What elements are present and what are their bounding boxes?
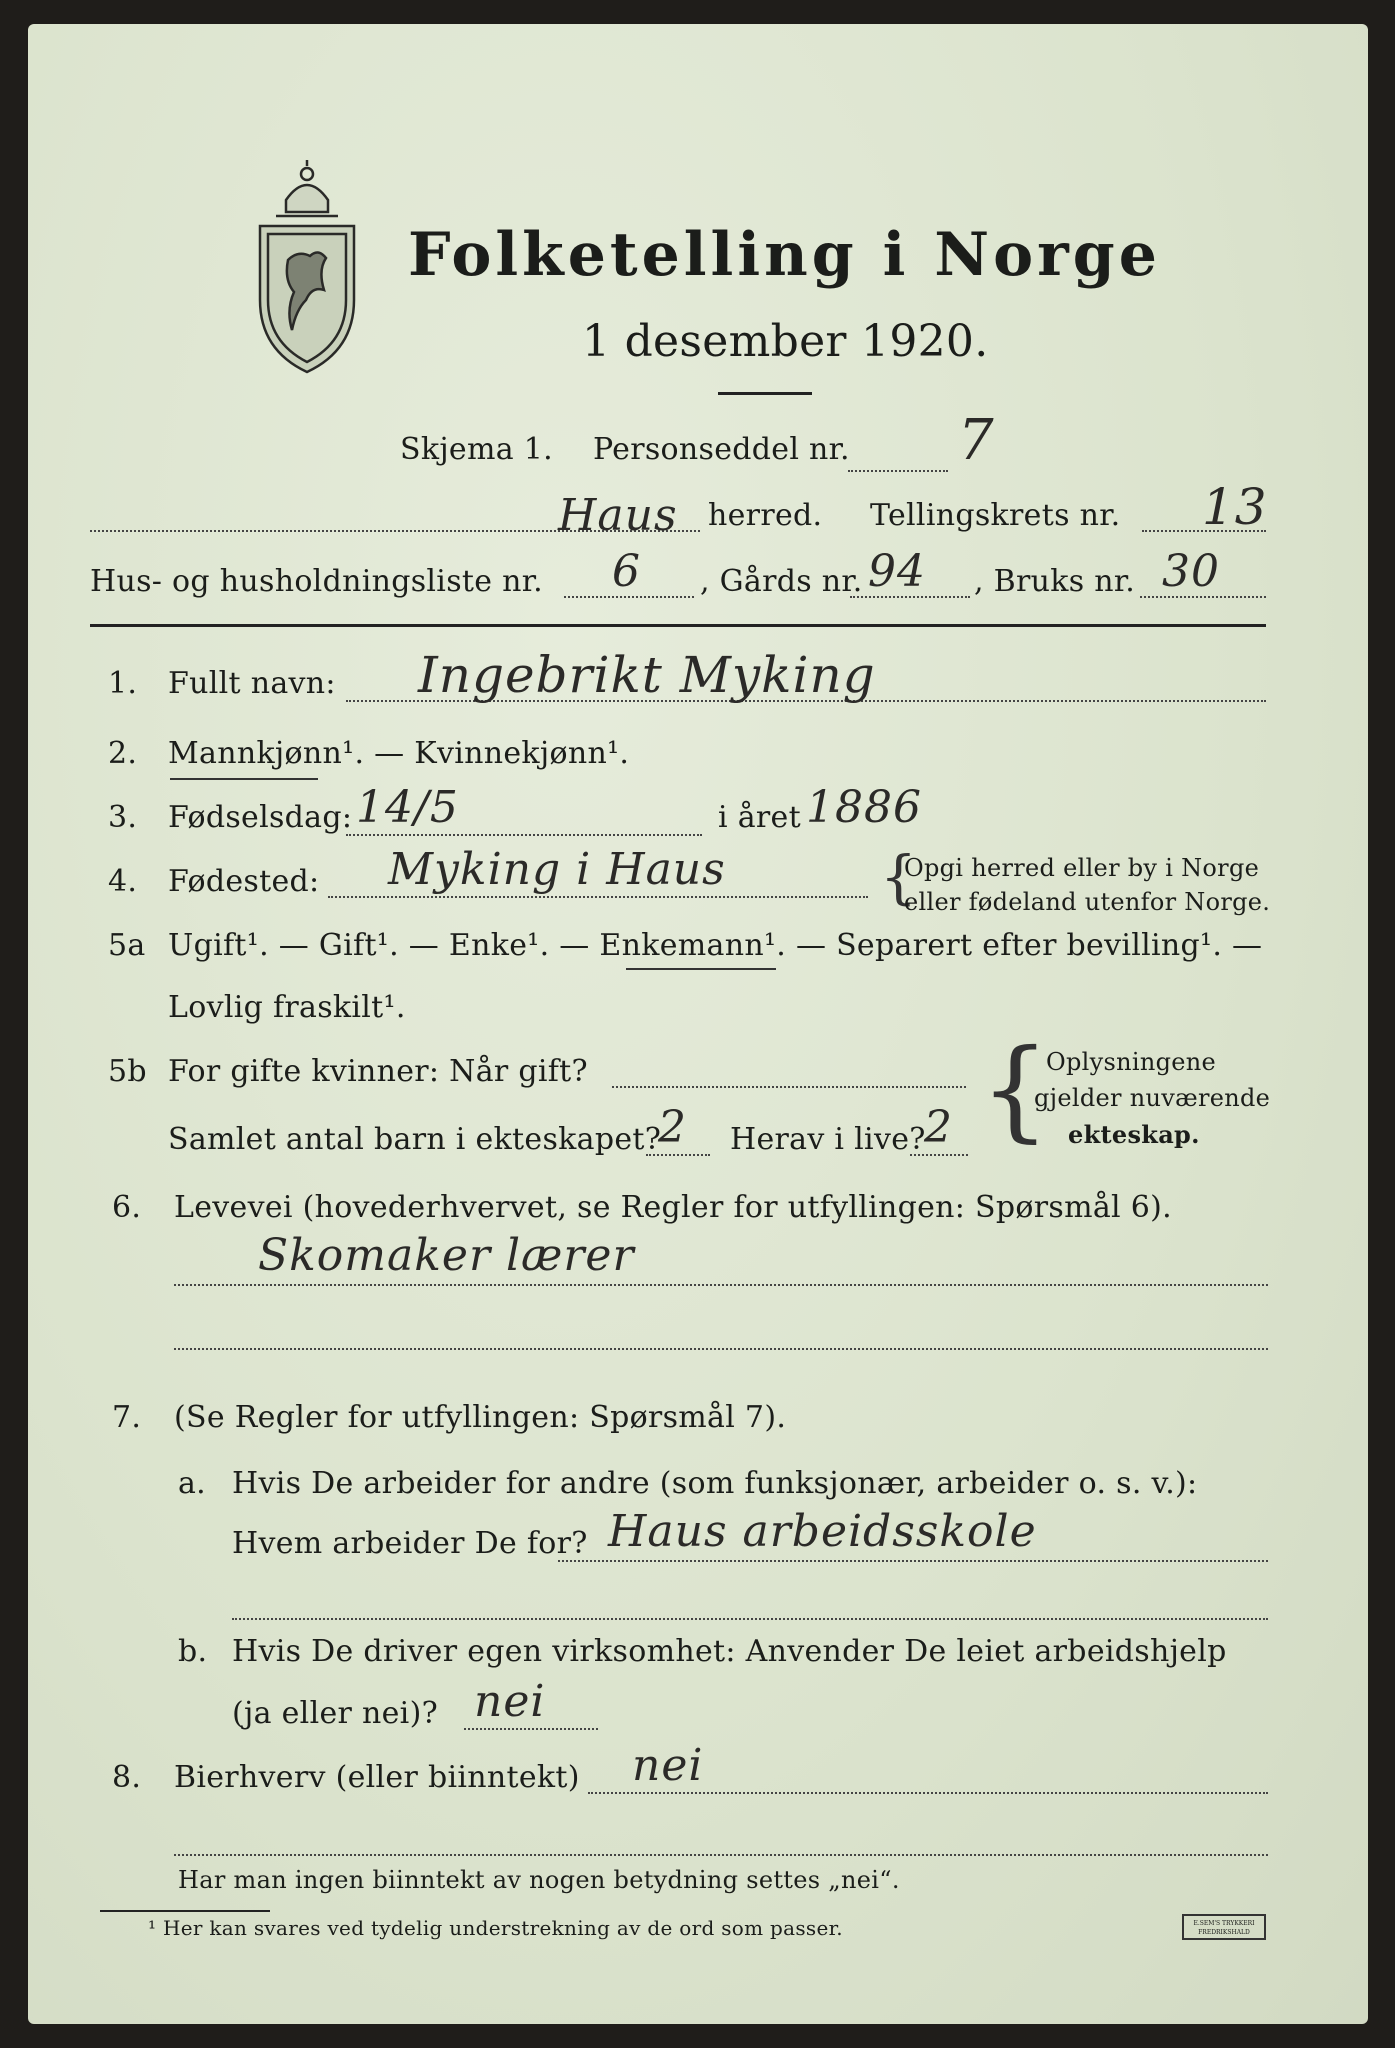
gards-label: , Gårds nr. (700, 564, 863, 599)
q1-label: Fullt navn: (168, 666, 336, 701)
q5b-gift-line (612, 1086, 966, 1088)
q4-note-2: eller fødeland utenfor Norge. (904, 888, 1271, 916)
q7-number: 7. (112, 1400, 142, 1435)
q7b-label-2: (ja eller nei)? (232, 1696, 438, 1731)
q2-number: 2. (108, 736, 138, 771)
q1-number: 1. (108, 666, 138, 701)
q4-line (328, 896, 868, 898)
q5a-number: 5a (108, 928, 146, 963)
bruks-value: 30 (1162, 546, 1220, 597)
q7a-value: Haus arbeidsskole (608, 1506, 1037, 1557)
q7a-line-2 (232, 1618, 1268, 1620)
tellingskrets-value: 13 (1202, 478, 1268, 536)
form-title: Folketelling i Norge (408, 220, 1161, 290)
q6-number: 6. (112, 1190, 142, 1225)
q5a-enkemann-underline (626, 968, 776, 970)
personseddel-line (848, 470, 948, 472)
q5b-note-3: ekteskap. (1068, 1120, 1200, 1149)
note-nei: Har man ingen biinntekt av nogen betydning settes „nei“. (178, 1866, 900, 1894)
q5b-brace: { (980, 1025, 1050, 1153)
tellingskrets-label: Tellingskrets nr. (870, 498, 1121, 533)
husholdning-value: 6 (612, 546, 641, 597)
q4-label: Fødested: (168, 864, 320, 899)
printer-stamp (1182, 1914, 1266, 1940)
q8-number: 8. (112, 1760, 142, 1795)
q6-line-1 (174, 1284, 1268, 1286)
q7-label: (Se Regler for utfyllingen: Spørsmål 7). (174, 1400, 787, 1435)
q5b-label: For gifte kvinner: Når gift? (168, 1054, 588, 1089)
q5b-live-line (910, 1154, 968, 1156)
q7b-value: nei (474, 1676, 546, 1727)
q3-number: 3. (108, 800, 138, 835)
footnote-rule (100, 1910, 270, 1912)
census-form-sheet (28, 24, 1368, 2024)
q5b-note-2: gjelder nuværende (1034, 1084, 1271, 1112)
q7b-line (464, 1728, 598, 1730)
q7b-letter: b. (178, 1634, 208, 1669)
q7a-line (558, 1560, 1268, 1562)
q5a-label-2: Lovlig fraskilt¹. (168, 990, 406, 1025)
coat-of-arms-icon (246, 160, 368, 376)
q5b-note-1: Oplysningene (1046, 1048, 1217, 1076)
herred-value: Haus (558, 490, 678, 541)
q6-label: Levevei (hovederhvervet, se Regler for utfyllingen: Spørsmål 6). (174, 1190, 1172, 1225)
q4-note-1: Opgi herred eller by i Norge (904, 854, 1260, 882)
q5a-label: Ugift¹. — Gift¹. — Enke¹. — Enkemann¹. — Separert efter bevilling¹. — (168, 928, 1263, 963)
q5b-barn-value: 2 (658, 1102, 687, 1153)
personseddel-label: Personseddel nr. (593, 432, 850, 467)
q8-label: Bierhverv (eller biinntekt) (174, 1760, 580, 1795)
q8-line-2 (174, 1854, 1268, 1856)
herred-label: herred. (708, 498, 823, 533)
husholdning-label: Hus- og husholdningsliste nr. (90, 564, 543, 599)
q7a-label: Hvis De arbeider for andre (som funksjonær, arbeider o. s. v.): (232, 1466, 1198, 1501)
bruks-label: , Bruks nr. (974, 564, 1136, 599)
q4-number: 4. (108, 864, 138, 899)
printer-stamp-text: E.SEM'S TRYKKERI FREDRIKSHALD (1193, 1920, 1255, 1936)
q2-label: Mannkjønn¹. — Kvinnekjønn¹. (168, 736, 630, 771)
skjema-label: Skjema 1. (400, 432, 553, 467)
q8-line (588, 1792, 1268, 1794)
q6-line-2 (174, 1348, 1268, 1350)
footnote-text: ¹ Her kan svares ved tydelig understrekning av de ord som passer. (148, 1916, 843, 1940)
q1-value: Ingebrikt Myking (418, 646, 876, 704)
form-date: 1 desember 1920. (582, 316, 989, 367)
q5b-label-2: Samlet antal barn i ekteskapet? (168, 1122, 662, 1157)
q4-brace: { (880, 843, 917, 911)
q5b-barn-line (646, 1154, 710, 1156)
q4-value: Myking i Haus (388, 844, 726, 895)
q5b-live-value: 2 (924, 1102, 953, 1153)
q3-year-label: i året (718, 800, 801, 835)
q2-mannkjonn-underline (170, 778, 318, 780)
q7a-label-2: Hvem arbeider De for? (232, 1526, 588, 1561)
title-divider (718, 392, 812, 395)
q7b-label: Hvis De driver egen virksomhet: Anvender De leiet arbeidshjelp (232, 1634, 1227, 1669)
q8-value: nei (632, 1740, 704, 1791)
q3-line (346, 834, 702, 836)
header-divider (90, 624, 1266, 627)
q3-label: Fødselsdag: (168, 800, 353, 835)
q6-value: Skomaker lærer (258, 1230, 635, 1281)
q3-year-value: 1886 (806, 782, 922, 833)
q7a-letter: a. (178, 1466, 207, 1501)
q5b-live-label: Herav i live? (730, 1122, 926, 1157)
personseddel-value: 7 (958, 408, 995, 473)
q3-value: 14/5 (356, 782, 459, 833)
gards-value: 94 (868, 546, 926, 597)
q5b-number: 5b (108, 1054, 147, 1089)
